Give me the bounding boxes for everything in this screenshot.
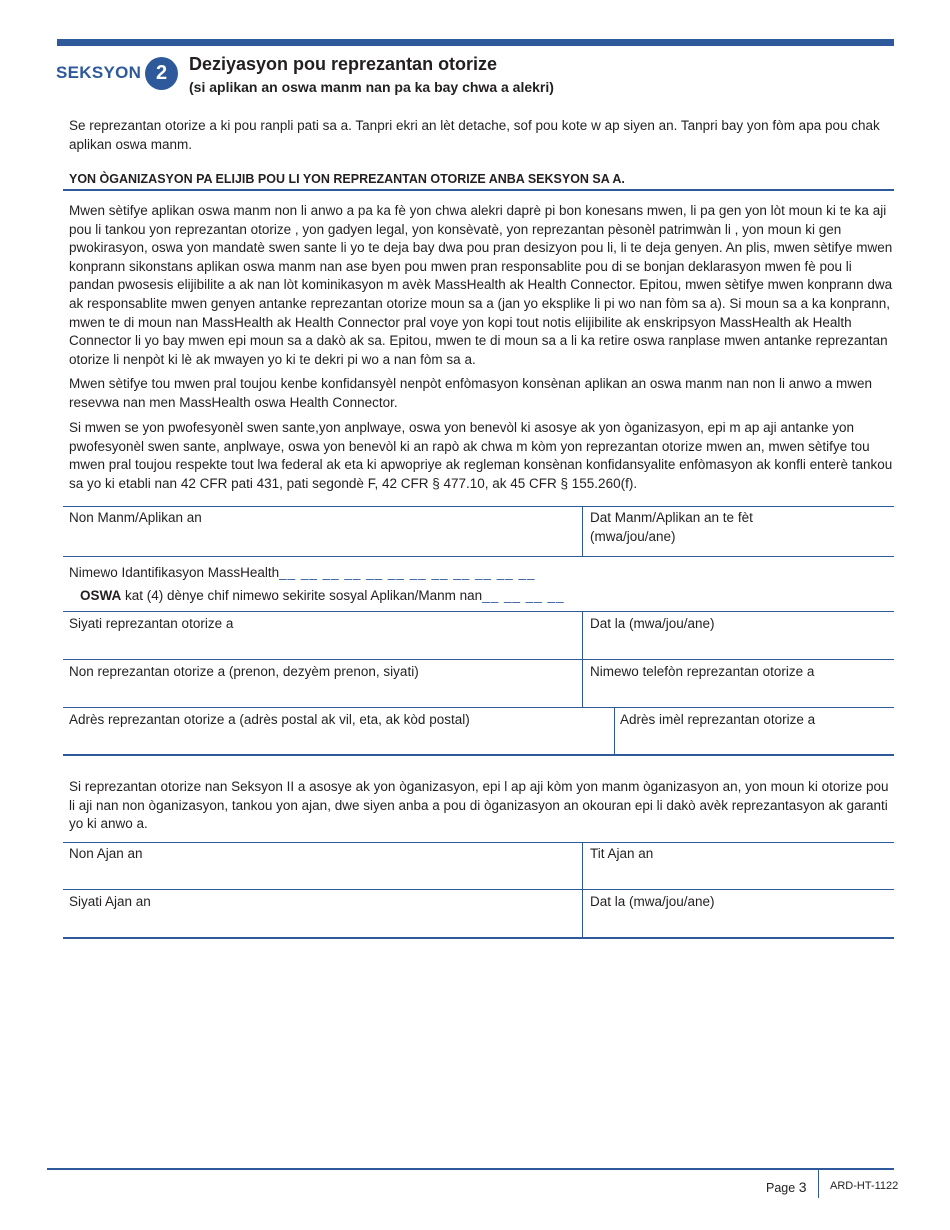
page-num: 3 — [798, 1179, 807, 1195]
agent-date-field[interactable]: Dat la (mwa/jou/ane) — [590, 894, 715, 909]
member-name-field[interactable]: Non Manm/Aplikan an — [69, 510, 202, 525]
certification-paragraph-1: Mwen sètifye aplikan oswa manm non li anwo a pa ka fè yon chwa alekri daprè pi bon konesans mwen, li pa gen yon lòt moun ki te ka aji pou li tankou yon reprezantan otorize , yon gadyen legal, yon konsèvatè, yon reprezantan pèsonèl patrimwàn li , yon moun ki gen pwokirasyon, oswa yon mandatè swen sante li yo te deja bay dwa pou pran desizyon pou li, li te deja genyen. An plis, mwen sètifye mwen konprann sikonstans aplikan oswa manm nan ase byen pou mwen pran responsablite pou di se bonjan deklarasyon mwen fè pou li pandan pwosesis elijibilite a ak nan lòt kominikasyon m avèk MassHealth ak Health Connector. Epitou, mwen sètifye mwen konprann dwa ak responsablite mwen genyen antanke reprezantan otorize moun sa a (jan yo eksplike li pi wo nan fòm sa a). Si moun sa a ka konprann, mwen te di moun nan MassHealth ak Health Connector pral voye yon kopi tout notis elijibilite ak enskripsyon MassHealth ak Health Connector li yo bay mwen epi moun sa a dakò ak sa. Epitou, mwen te di moun sa a li ka retire oswa ranplase mwen antanke reprezantan otorize li nenpòt ki lè ak mwayen yo ki te dekri pi wo a nan fòm sa a. — [69, 203, 893, 367]
member-dob-label: Dat Manm/Aplikan an te fèt — [590, 510, 753, 525]
page-word: Page — [766, 1181, 796, 1195]
rep-phone-field[interactable]: Nimewo telefòn reprezantan otorize a — [590, 664, 815, 679]
intro-text: Se reprezantan otorize a ki pou ranpli pati sa a. Tanpri ekri an lèt detache, sof pou kote w ap siyen an. Tanpri bay yon fòm apa pou chak aplikan oswa manm. — [69, 118, 880, 152]
footer-divider — [818, 1170, 819, 1198]
agent-title-field[interactable]: Tit Ajan an — [590, 846, 654, 861]
ineligibility-heading: YON ÒGANIZASYON PA ELIJIB POU LI YON REPREZANTAN OTORIZE ANBA SEKSYON SA A. — [69, 172, 625, 186]
ssn-blanks: __ __ __ __ — [482, 588, 565, 603]
form-rule — [63, 889, 894, 890]
form-rule — [63, 556, 894, 557]
rep-email-field[interactable]: Adrès imèl reprezantan otorize a — [620, 712, 816, 727]
ssn-or-label: OSWA — [80, 588, 122, 603]
field-divider — [582, 842, 583, 890]
section-title: Deziyasyon pou reprezantan otorize — [189, 54, 498, 74]
page-number — [766, 1179, 806, 1195]
member-dob-format: (mwa/jou/ane) — [590, 528, 676, 544]
rep-name-field[interactable]: Non reprezantan otorize a (prenon, dezyèm prenon, siyati) — [69, 664, 419, 679]
section-label: SEKSYON — [56, 63, 142, 82]
form-rule — [63, 611, 894, 612]
field-divider — [582, 611, 583, 659]
masshealth-id-label: Nimewo Idantifikasyon MassHealth — [69, 565, 280, 580]
agent-paragraph: Si reprezantan otorize nan Seksyon II a asosye ak yon òganizasyon, epi l ap aji kòm yon manm òganizasyon an, yon moun ki otorize pou li aji nan non òganizasyon, tankou yon ajan, dwe siyen anba a pou di òganizasyon an okouran epi li dakò avèk reprezantasyon ak garanti yo ki anwo a. — [69, 779, 889, 832]
section-number-badge: 2 — [145, 57, 178, 90]
top-rule — [57, 39, 894, 46]
rep-date-field[interactable]: Dat la (mwa/jou/ane) — [590, 616, 715, 631]
ssn-label: kat (4) dènye chif nimewo sekirite sosyal Aplikan/Manm nan — [121, 588, 483, 603]
section-subtitle: (si aplikan an oswa manm nan pa ka bay chwa a alekri) — [189, 79, 554, 95]
form-rule — [63, 754, 894, 756]
field-divider — [582, 506, 583, 557]
form-id: ARD-HT-1122 — [830, 1180, 899, 1192]
certification-paragraph-3: Si mwen se yon pwofesyonèl swen sante,yon anplwaye, oswa yon benevòl ki asosye ak yon òganizasyon, epi m ap aji antanke yon pwofesyonèl swen sante, anplwaye, oswa yon benevòl ki an rapò ak chwa m kòm yon reprezantan otorize mwen an, mwen sètifye tou mwen pral toujou respekte tout lwa federal ak eta ki apwopriye ak regleman konsènan konfidansyalite enfòmasyon ak konfli enterè tankou sa yo ki etabli nan 42 CFR pati 431, pati segondè F, 42 CFR § 477.10, ak 45 CFR § 155.260(f). — [69, 420, 893, 491]
certification-paragraph-2: Mwen sètifye tou mwen pral toujou kenbe konfidansyèl nenpòt enfòmasyon konsènan aplikan an oswa manm nan non li anwo a mwen resevwa nan men MassHealth oswa Health Connector. — [69, 376, 872, 410]
agent-name-field[interactable]: Non Ajan an — [69, 846, 143, 861]
field-divider — [614, 707, 615, 755]
form-rule — [63, 506, 894, 507]
agent-signature-field[interactable]: Siyati Ajan an — [69, 894, 151, 909]
rep-signature-field[interactable]: Siyati reprezantan otorize a — [69, 616, 234, 631]
footer-rule — [47, 1168, 894, 1170]
rep-address-field[interactable]: Adrès reprezantan otorize a (adrès postal ak vil, eta, ak kòd postal) — [69, 712, 470, 727]
ssn-field[interactable] — [80, 587, 565, 606]
form-rule — [63, 659, 894, 660]
form-rule — [63, 842, 894, 843]
masshealth-id-blanks: __ __ __ __ __ __ __ __ __ __ __ __ — [279, 565, 536, 580]
heading-rule — [63, 189, 894, 191]
form-rule — [63, 707, 894, 708]
masshealth-id-field[interactable] — [69, 564, 536, 583]
member-dob-field[interactable] — [590, 509, 753, 546]
form-rule — [63, 937, 894, 939]
field-divider — [582, 659, 583, 707]
field-divider — [582, 889, 583, 937]
